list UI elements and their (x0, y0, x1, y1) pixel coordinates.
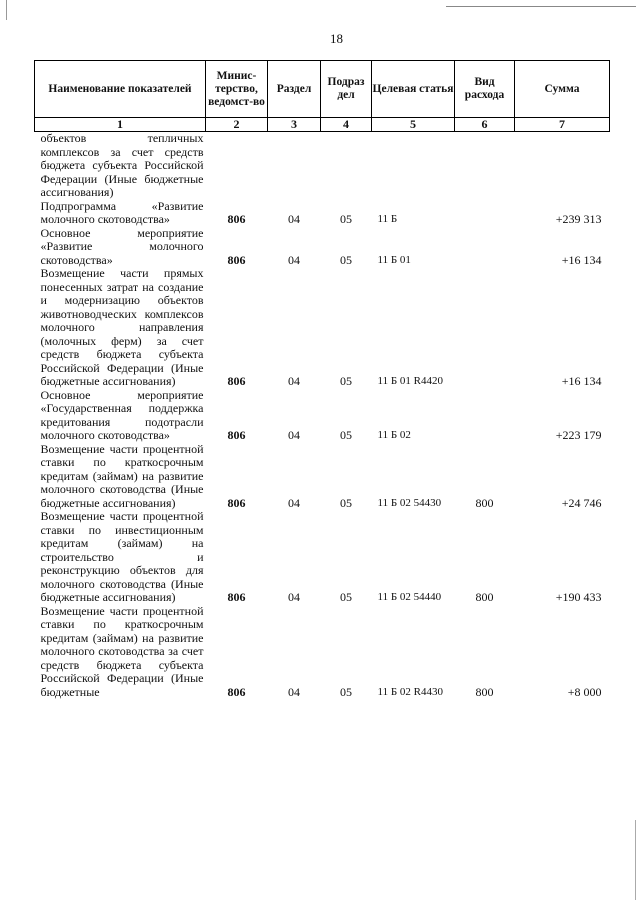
scan-edge-line (6, 0, 7, 20)
row-name: Подпрограмма «Развитие молочного скотоводства» (40, 198, 204, 226)
table-row (35, 132, 610, 200)
column-number: 2 (206, 118, 268, 132)
row-target: 11 Б 02 54440 (377, 591, 442, 603)
row-section: 04 (288, 428, 300, 442)
row-expense-type (455, 227, 515, 268)
row-target: 11 Б 01 (377, 253, 411, 266)
row-ministry: 806 (227, 428, 246, 442)
row-section: 04 (288, 590, 300, 604)
column-number: 4 (321, 118, 372, 132)
table-header-row (35, 61, 610, 118)
row-expense-type: 800 (475, 684, 494, 699)
row-amount: +16 134 (561, 252, 602, 267)
row-subsection: 05 (340, 212, 352, 226)
row-section: 04 (288, 495, 300, 510)
row-subsection (321, 132, 372, 200)
row-ministry: 806 (227, 252, 246, 267)
row-subsection: 05 (340, 495, 352, 510)
row-ministry (206, 132, 268, 200)
row-expense-type (455, 389, 515, 443)
row-ministry: 806 (227, 495, 246, 510)
column-number: 6 (455, 118, 515, 132)
table-row (35, 227, 610, 268)
row-section: 04 (288, 212, 300, 226)
column-number: 5 (372, 118, 455, 132)
row-amount: +16 134 (561, 374, 602, 388)
row-amount: +190 433 (555, 590, 602, 604)
column-number: 7 (515, 118, 610, 132)
header-target: Целевая статья (372, 61, 455, 118)
header-expense-type: Вид расхода (455, 61, 515, 118)
row-name: объектов тепличных комплексов за счет средств бюджета субъекта Российской Федерации (Иные бюджетные ассигнования) (40, 131, 204, 199)
column-number: 1 (35, 118, 206, 132)
row-expense-type (455, 200, 515, 227)
table-row (35, 200, 610, 227)
table-row (35, 267, 610, 389)
table-row (35, 443, 610, 511)
row-target: 11 Б 02 54430 (377, 496, 442, 509)
row-expense-type (455, 267, 515, 389)
scan-edge-line (635, 820, 636, 900)
header-ministry: Минис-терство, ведомст-во (206, 61, 268, 118)
row-expense-type: 800 (475, 590, 494, 604)
row-section: 04 (288, 684, 300, 699)
row-target: 11 Б 02 R4430 (377, 685, 443, 698)
row-subsection: 05 (340, 590, 352, 604)
row-name: Возмещение части процентной ставки по краткосрочным кредитам (займам) на развитие молочного скотоводства (Иные бюджетные ассигнования) (40, 441, 204, 510)
row-amount: +8 000 (567, 684, 602, 699)
table-row (35, 605, 610, 700)
row-name: Возмещение части прямых понесенных затрат на создание и модернизацию объектов животноводческих комплексов молочного направления (молочных ферм) за счет средств бюджета субъекта Российской Федерации (Иные бюджетные ассигнования) (40, 266, 204, 388)
row-target: 11 Б (377, 213, 398, 225)
table-row (35, 389, 610, 443)
row-name: Возмещение части процентной ставки по краткосрочным кредитам (займам) на развитие молочного скотоводства за счет средств бюджета субъекта Российской Федерации (Иные бюджетные (40, 603, 204, 699)
page-number: 18 (330, 31, 343, 46)
budget-table (34, 60, 610, 699)
row-subsection: 05 (340, 428, 352, 442)
header-name: Наименование показателей (35, 61, 206, 118)
row-ministry: 806 (227, 374, 246, 388)
row-section (268, 132, 321, 200)
column-number: 3 (268, 118, 321, 132)
row-ministry: 806 (227, 212, 246, 226)
row-expense-type (455, 132, 515, 200)
row-name: Основное мероприятие «Государственная поддержка кредитования подотрасли молочного скотоводства» (40, 387, 204, 442)
row-section: 04 (288, 374, 300, 388)
row-amount: +239 313 (555, 212, 602, 226)
row-subsection: 05 (340, 252, 352, 267)
row-amount: +24 746 (561, 495, 602, 510)
header-amount: Сумма (515, 61, 610, 118)
header-section: Раздел (268, 61, 321, 118)
row-subsection: 05 (340, 684, 352, 699)
column-number-row (35, 118, 610, 132)
row-target: 11 Б 02 (377, 429, 411, 441)
row-ministry: 806 (227, 684, 246, 699)
row-name: Основное мероприятие «Развитие молочного скотоводства» (40, 225, 204, 267)
row-ministry: 806 (227, 590, 246, 604)
table-row (35, 510, 610, 605)
row-target: 11 Б 01 R4420 (377, 375, 443, 387)
row-subsection: 05 (340, 374, 352, 388)
row-expense-type: 800 (475, 495, 494, 510)
scan-edge-line (446, 6, 636, 7)
row-amount: +223 179 (555, 428, 602, 442)
row-section: 04 (288, 252, 300, 267)
row-target (372, 132, 455, 200)
header-subsection: Подраз дел (321, 61, 372, 118)
row-name: Возмещение части процентной ставки по инвестиционным кредитам (займам) на строительство и реконструкцию объектов для молочного скотоводства (Иные бюджетные ассигнования) (40, 509, 204, 604)
row-amount (515, 132, 610, 200)
